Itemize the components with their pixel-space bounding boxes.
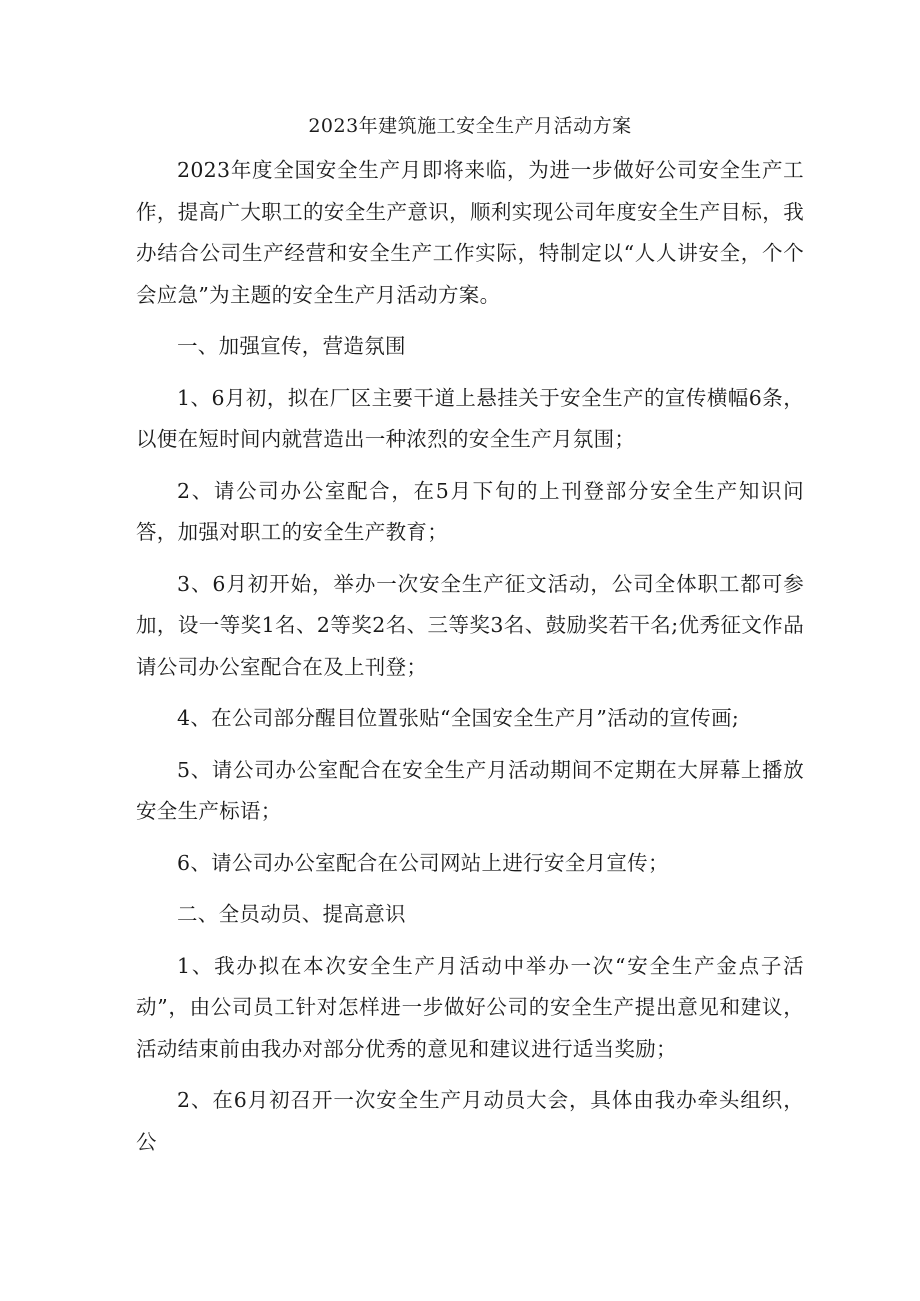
list-item: 1、我办拟在本次安全生产月活动中举办一次“安全生产金点子活动”，由公司员工针对怎样进一步做好公司的安全生产提出意见和建议，活动结束前由我办对部分优秀的意见和建议进行适当奖励； bbox=[136, 953, 804, 1061]
list-item: 5、请公司办公室配合在安全生产月活动期间不定期在大屏幕上播放安全生产标语； bbox=[136, 757, 804, 823]
document-page bbox=[136, 112, 804, 1173]
intro-paragraph: 2023年度全国安全生产月即将来临，为进一步做好公司安全生产工作，提高广大职工的安全生产意识，顺利实现公司年度安全生产目标，我办结合公司生产经营和安全生产工作实际，特制定以“人人讲安全，个个会应急”为主题的安全生产月活动方案。 bbox=[136, 158, 804, 307]
section-heading-2: 二、全员动员、提高意识 bbox=[177, 902, 406, 926]
list-item: 6、请公司办公室配合在公司网站上进行安全月宣传； bbox=[177, 850, 669, 875]
list-item: 4、在公司部分醒目位置张贴“全国安全生产月”活动的宣传画; bbox=[177, 706, 740, 730]
section-heading-1: 一、加强宣传，营造氛围 bbox=[177, 334, 406, 358]
list-item: 2、请公司办公室配合，在5月下旬的上刊登部分安全生产知识问答，加强对职工的安全生产教育； bbox=[136, 478, 804, 544]
list-item: 1、6月初，拟在厂区主要干道上悬挂关于安全生产的宣传横幅6条，以便在短时间内就营造出一种浓烈的安全生产月氛围； bbox=[136, 385, 804, 451]
list-item: 3、6月初开始，举办一次安全生产征文活动，公司全体职工都可参加，设一等奖1名、2等奖2名、三等奖3名、鼓励奖若干名;优秀征文作品请公司办公室配合在及上刊登； bbox=[136, 571, 804, 679]
document-title: 2023年建筑施工安全生产月活动方案 bbox=[308, 115, 632, 137]
list-item: 2、在6月初召开一次安全生产月动员大会，具体由我办牵头组织，公 bbox=[136, 1088, 804, 1154]
